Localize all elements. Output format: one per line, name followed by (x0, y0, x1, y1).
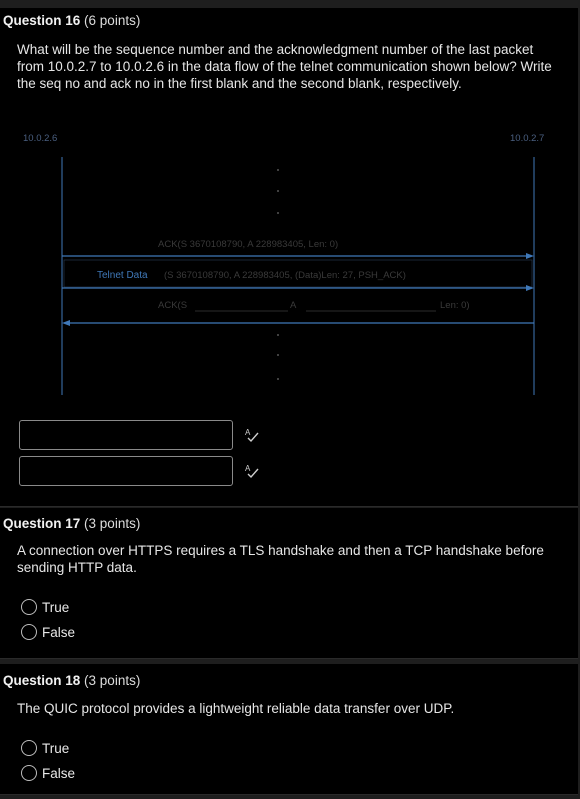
left-host-label: 10.0.2.6 (23, 133, 58, 144)
message-3-arrowhead (62, 320, 70, 326)
spell-check-icon[interactable] (244, 427, 260, 443)
question-16-card (0, 8, 578, 507)
message-3-mid: A (290, 300, 297, 311)
question-18-text: The QUIC protocol provides a lightweight reliable data transfer over UDP. (17, 701, 455, 716)
question-17-header (3, 516, 140, 531)
question-17-points: (3 points) (84, 516, 141, 531)
seq-number-blank[interactable] (19, 420, 233, 450)
message-1-arrowhead (526, 253, 534, 259)
radio-button[interactable] (21, 624, 37, 640)
option-label: True (42, 740, 70, 756)
ack-number-blank[interactable] (19, 456, 233, 486)
svg-text:A: A (245, 428, 251, 437)
message-1-label: ACK(S 3670108790, A 228983405, Len: 0) (158, 239, 339, 250)
question-17-text: A connection over HTTPS requires a TLS handshake and then a TCP handshake before sending HTTP data. (17, 543, 544, 575)
svg-text:A: A (245, 464, 251, 473)
message-3-suffix: Len: 0) (440, 300, 470, 311)
question-17-label: Question 17 (3, 516, 81, 531)
question-16-label: Question 16 (3, 13, 81, 28)
message-2-arrowhead (526, 285, 534, 291)
option-label: False (42, 624, 76, 640)
message-2-telnet-label: Telnet Data (97, 270, 148, 281)
question-17-option-false[interactable] (21, 624, 75, 640)
question-16-header (3, 13, 140, 28)
option-label: False (42, 765, 76, 781)
question-18-header (3, 673, 140, 688)
question-18-label: Question 18 (3, 673, 81, 688)
question-18-points: (3 points) (84, 673, 141, 688)
question-17-option-true[interactable] (21, 599, 69, 615)
message-3-prefix: ACK(S (158, 300, 188, 311)
question-16-points: (6 points) (84, 13, 141, 28)
option-label: True (42, 599, 70, 615)
radio-button[interactable] (21, 740, 37, 756)
ellipsis-dots-bottom (277, 334, 279, 380)
radio-button[interactable] (21, 765, 37, 781)
question-16-text: What will be the sequence number and the acknowledgment number of the last packet from 10.0.2.7 to 10.0.2.6 in the data flow of the telnet communication shown below? Write the seq no and ack no in the first blank and the second blank, respectively. (17, 42, 552, 91)
radio-button[interactable] (21, 599, 37, 615)
question-18-option-false[interactable] (21, 765, 75, 781)
question-18-card (0, 664, 578, 795)
right-host-label: 10.0.2.7 (510, 133, 545, 144)
ellipsis-dots-top (277, 169, 279, 214)
question-17-card (0, 508, 578, 659)
spell-check-icon[interactable] (244, 463, 260, 479)
telnet-flow-diagram (18, 133, 568, 403)
message-2-label: (S 3670108790, A 228983405, (Data)Len: 27, PSH_ACK) (164, 270, 406, 281)
question-18-option-true[interactable] (21, 740, 69, 756)
